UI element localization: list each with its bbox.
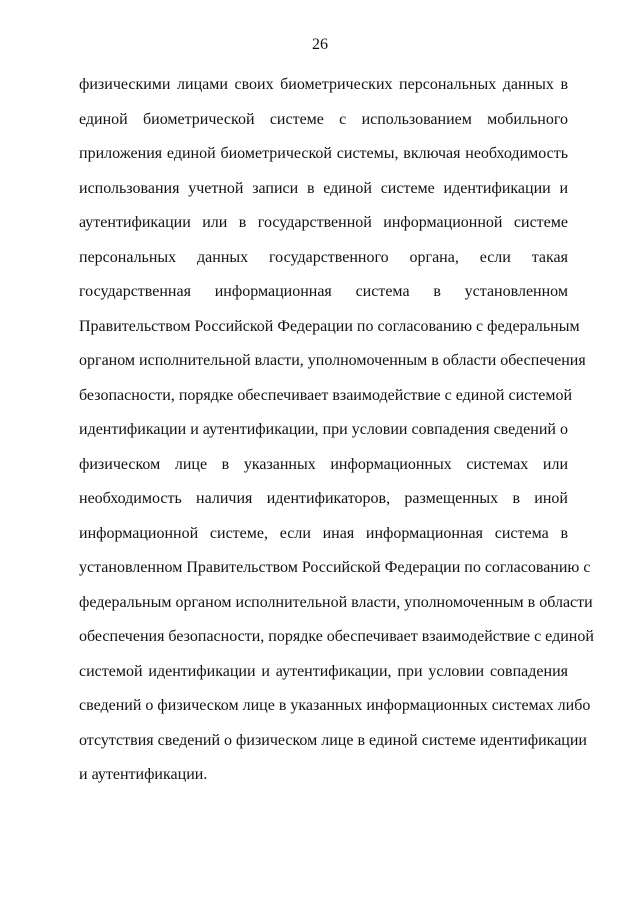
text-line: информационной системе, если иная информационная система в <box>79 524 568 542</box>
text-line: использования учетной записи в единой системе идентификации и <box>79 179 568 197</box>
text-line: отсутствия сведений о физическом лице в единой системе идентификации <box>79 731 587 749</box>
text-line: федеральным органом исполнительной власти, уполномоченным в области <box>79 593 593 611</box>
text-line: государственная информационная система в установленном <box>79 283 568 300</box>
page-number: 26 <box>312 36 328 53</box>
text-line: и аутентификации. <box>79 766 208 783</box>
text-line: идентификации и аутентификации, при условии совпадения сведений о <box>79 421 568 438</box>
text-line: безопасности, порядке обеспечивает взаимодействие с единой системой <box>79 386 573 404</box>
text-line: единой биометрической системе с использованием мобильного <box>79 110 568 128</box>
text-line: физическими лицами своих биометрических персональных данных в <box>79 76 568 93</box>
text-line: системой идентификации и аутентификации, при условии совпадения <box>79 662 568 680</box>
text-line: аутентификации или в государственной информационной системе <box>79 214 568 231</box>
text-line: установленном Правительством Российской Федерации по согласованию с <box>79 559 591 576</box>
text-line: обеспечения безопасности, порядке обеспечивает взаимодействие с единой <box>79 628 594 645</box>
text-line: необходимость наличия идентификаторов, размещенных в иной <box>79 490 568 507</box>
text-line: Правительством Российской Федерации по согласованию с федеральным <box>79 317 580 335</box>
text-line: сведений о физическом лице в указанных информационных системах либо <box>79 697 591 714</box>
text-line: органом исполнительной власти, уполномоченным в области обеспечения <box>79 352 586 369</box>
body-paragraph <box>79 73 594 798</box>
text-line: приложения единой биометрической системы, включая необходимость <box>79 145 568 162</box>
text-line: персональных данных государственного органа, если такая <box>79 248 568 266</box>
text-line: физическом лице в указанных информационных системах или <box>79 455 568 473</box>
